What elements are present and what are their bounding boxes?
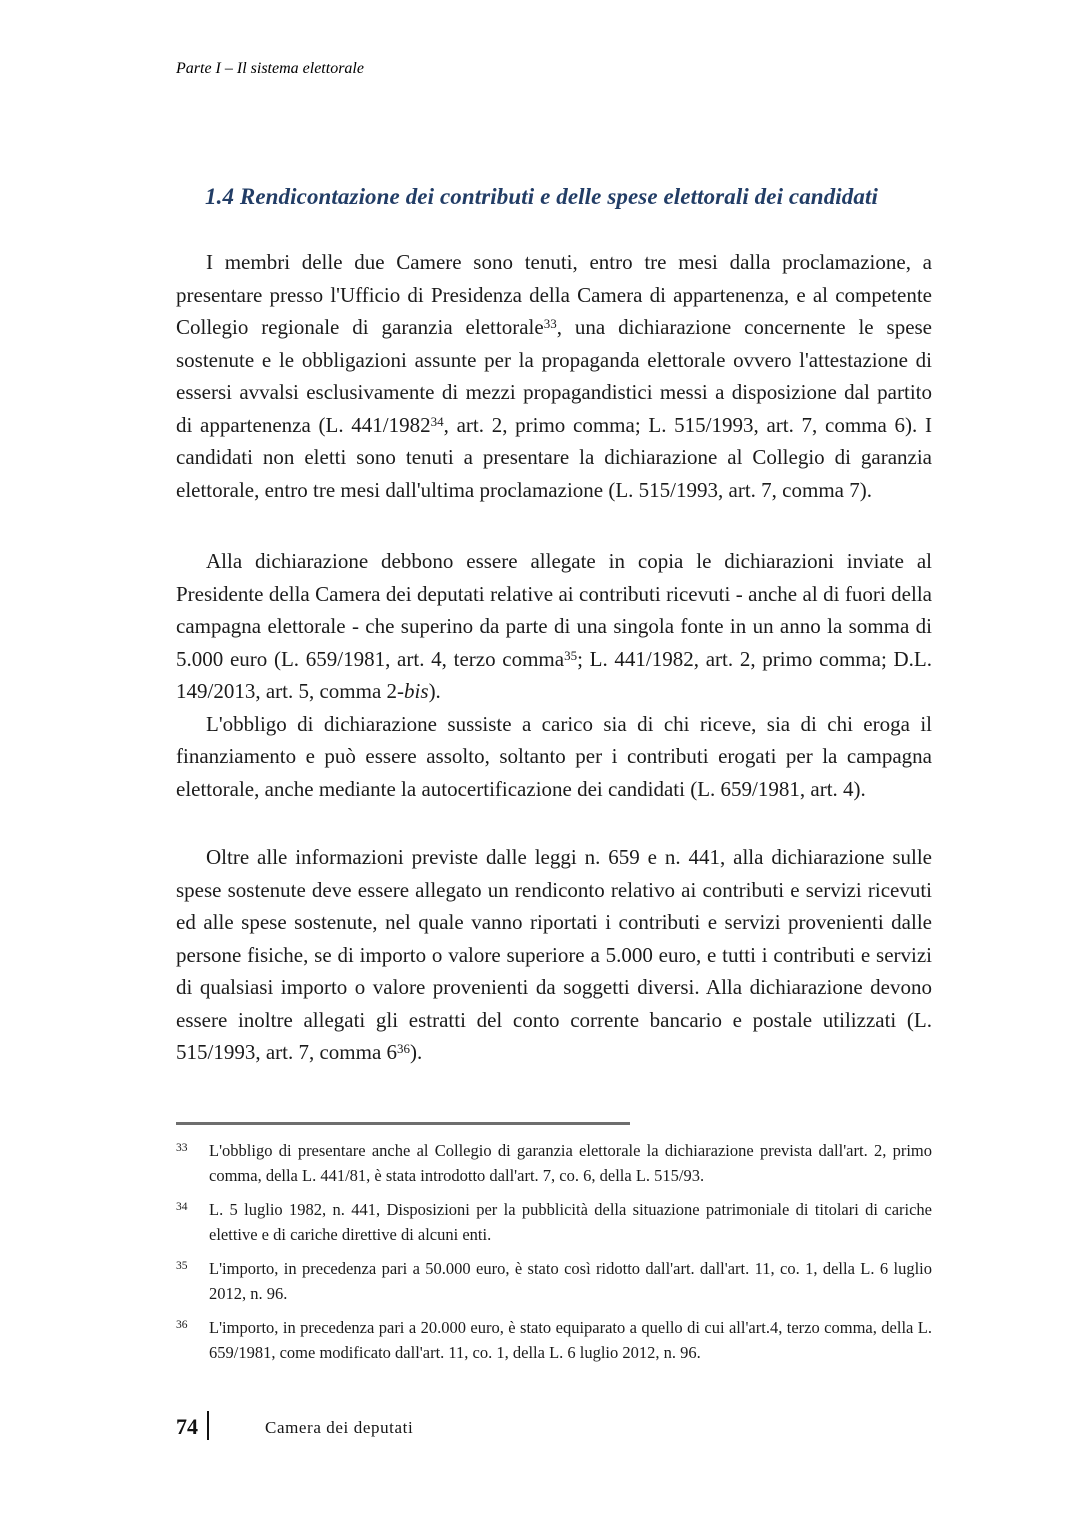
- footnote-text: L'obbligo di presentare anche al Collegio di garanzia elettorale la dichiarazione prevista dall'art. 2, primo comma, della L. 441/81, è stata introdotto dall'art. 7, co. 6, della L. 515/93.: [209, 1141, 932, 1185]
- footnote-ref: 33: [543, 316, 557, 331]
- body-text: [176, 246, 932, 1069]
- footnote-text: L'importo, in precedenza pari a 20.000 euro, è stato equiparato a quello di cui all'art.4, terzo comma, della L. 659/1981, come modificato dall'art. 11, co. 1, della L. 6 luglio 2012, n. 96.: [209, 1318, 932, 1362]
- footnote: [176, 1198, 932, 1247]
- page-footer: [176, 1413, 876, 1453]
- footnote-number: 36: [176, 1319, 188, 1331]
- publisher-name: Camera dei deputati: [265, 1418, 414, 1437]
- footnote-ref: 35: [564, 647, 578, 663]
- body-paragraph: Oltre alle informazioni previste dalle leggi n. 659 e n. 441, alla dichiarazione sulle spese sostenute deve essere allegato un rendiconto relativo ai contributi e servizi ricevuti ed alle spese sostenute, nel quale vanno riportati i contributi e servizi provenienti dalle persone fisiche, se di importo o valore superiore a 5.000 euro, e tutti i contributi e servizi di qualsiasi importo o valore provenienti da soggetti diversi. Alla dichiarazione devono essere inoltre allegati gli estratti del conto corrente bancario e postale utilizzati (L. 515/1993, art. 7, comma $6^{36}$).: [176, 845, 932, 1064]
- footer-divider: [207, 1411, 209, 1440]
- running-header: Parte I – Il sistema elettorale: [176, 60, 364, 77]
- footnote: [176, 1316, 932, 1365]
- footnote-number: 34: [176, 1201, 188, 1213]
- body-paragraph: L'obbligo di dichiarazione sussiste a carico sia di chi riceve, sia di chi eroga il finanziamento e può essere assolto, soltanto per i contributi erogati per la campagna elettorale, anche mediante la autocertificazione dei candidati (L. 659/1981, art. 4).: [176, 711, 932, 801]
- footnote-number: 33: [176, 1142, 188, 1154]
- section-title: 1.4 Rendicontazione dei contributi e delle spese elettorali dei candidati: [205, 184, 878, 209]
- footnote: [176, 1139, 932, 1188]
- footnote-text: L. 5 luglio 1982, n. 441, Disposizioni per la pubblicità della situazione patrimoniale di titolari di cariche elettive e di cariche direttive di alcuni enti.: [209, 1200, 932, 1244]
- page-number: 74: [176, 1413, 198, 1439]
- footnote-number: 35: [176, 1260, 188, 1272]
- footnote-separator: [176, 1122, 630, 1125]
- italic-text: bis: [404, 679, 429, 703]
- footnote-ref: 36: [397, 1041, 411, 1056]
- body-paragraph: I membri delle due Camere sono tenuti, entro tre mesi dalla proclamazione, a presentare presso l'Ufficio di Presidenza della Camera di appartenenza, e al competente Collegio regionale di garanzia elettorale$^{33}$, una dichiarazione concernente le spese sostenute e le obbligazioni assunte per la propaganda elettorale ovvero l'attestazione di essersi avvalsi esclusivamente di mezzi propagandistici messi a disposizione dal partito di appartenenza (L. 441/1982$^{34}$, art. 2, primo comma; L. 515/1993, art. 7, comma 6). I candidati non eletti sono tenuti a presentare la dichiarazione al Collegio di garanzia elettorale, entro tre mesi dall'ultima proclamazione (L. 515/1993, art. 7, comma 7).: [176, 250, 933, 502]
- footnote-ref: 34: [430, 413, 444, 429]
- footnote-text: L'importo, in precedenza pari a 50.000 euro, è stato così ridotto dall'art. dall'art. 11, co. 1, della L. 6 luglio 2012, n. 96.: [209, 1259, 932, 1303]
- body-paragraph: Alla dichiarazione debbono essere allegate in copia le dichiarazioni inviate al Presidente della Camera dei deputati relative ai contributi ricevuti - anche al di fuori della campagna elettorale - che superino da parte di una singola fonte in un anno la somma di 5.000 euro (L. 659/1981, art. 4, terzo comma$^{35}$; L. 441/1982, art. 2, primo comma; D.L. 149/2013, art. 5, comma 2-bis).: [176, 549, 932, 703]
- footnotes: [176, 1139, 932, 1365]
- footnote: [176, 1257, 932, 1306]
